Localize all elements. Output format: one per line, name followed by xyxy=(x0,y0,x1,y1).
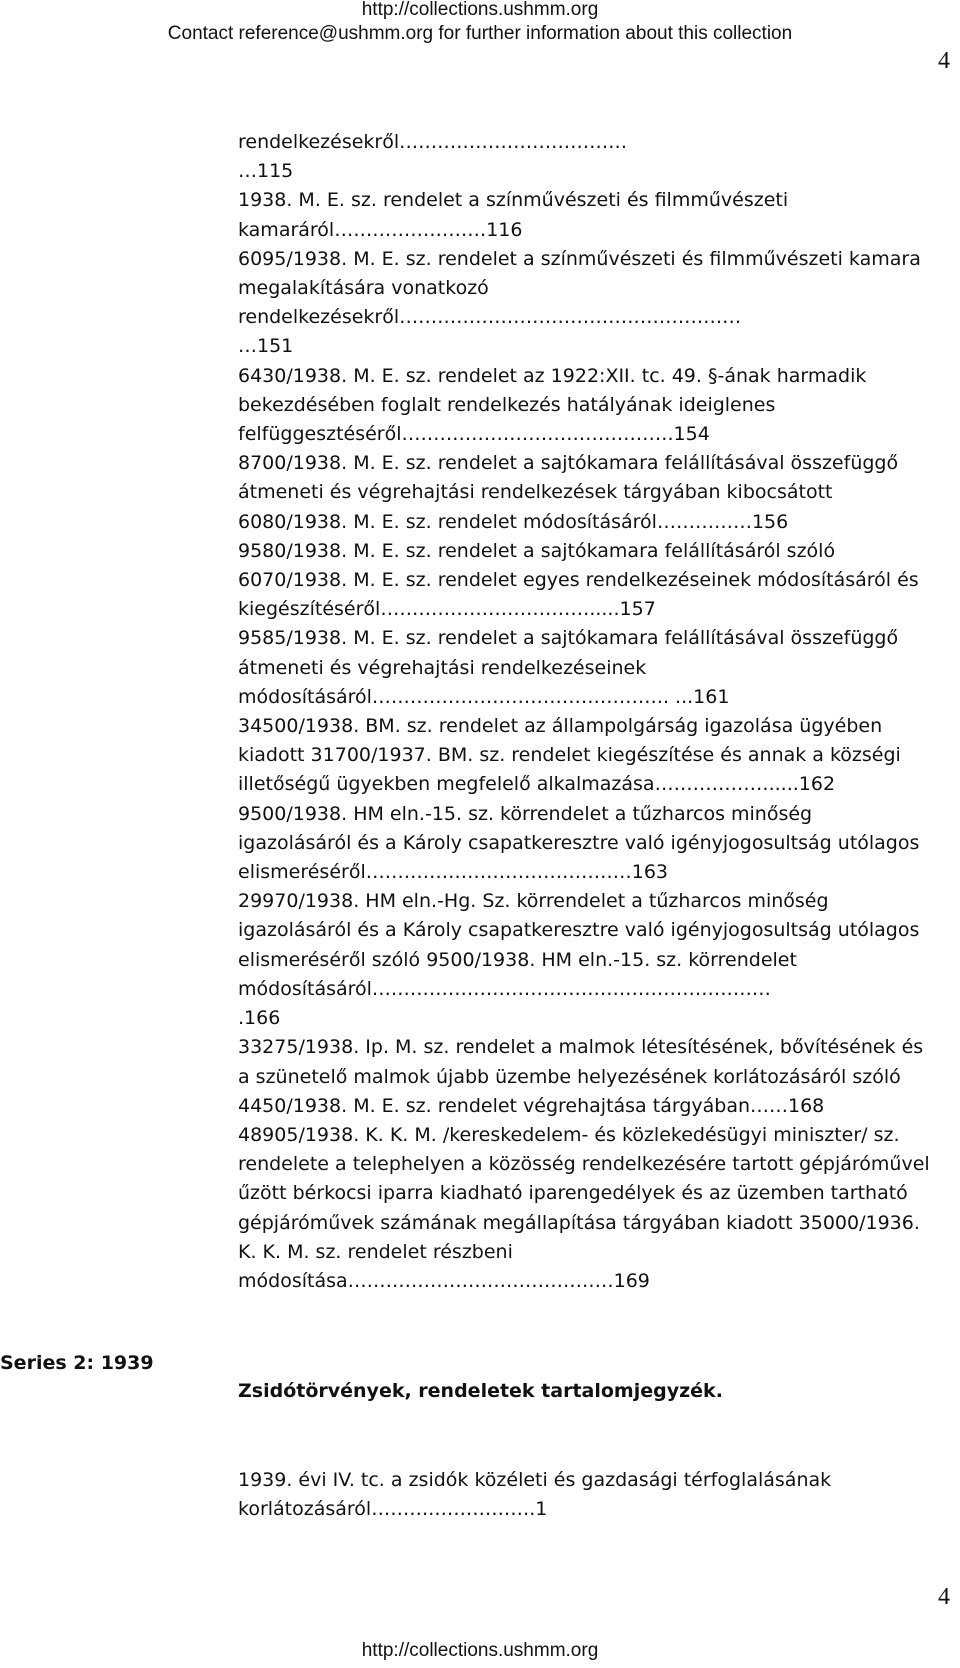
toc-line: igazolásáról és a Károly csapatkeresztre való igényjogosultság utólagos xyxy=(238,831,920,854)
toc-line: 1938. M. E. sz. rendelet a színművészeti és filmművészeti xyxy=(238,189,789,212)
toc-line: 6095/1938. M. E. sz. rendelet a színművészeti és filmművészeti kamara xyxy=(238,247,921,270)
toc-line: módosításáról……………………………………………………… xyxy=(238,977,771,1000)
toc-line: 9500/1938. HM eln.-15. sz. körrendelet a tűzharcos minőség xyxy=(238,802,813,825)
toc-line: illetőségű ügyekben megfelelő alkalmazása……………….....162 xyxy=(238,773,836,796)
section-toc xyxy=(238,1466,950,1524)
toc-line: 48905/1938. K. K. M. /kereskedelem- és közlekedésügyi miniszter/ sz. xyxy=(238,1123,900,1146)
series-label: Series 2: 1939 xyxy=(0,1352,154,1374)
toc-line: módosításáról……………………………………….. ...161 xyxy=(238,685,730,708)
toc-line: gépjáróművek számának megállapítása tárgyában kiadott 35000/1936. xyxy=(238,1211,920,1234)
toc-line: korlátozásáról……….…………….1 xyxy=(238,1498,548,1520)
toc-line: 9580/1938. M. E. sz. rendelet a sajtókamara felállításáról szóló xyxy=(238,539,836,562)
toc-line: rendelkezésekről……………………………………………… xyxy=(238,306,742,329)
toc-line: bekezdésében foglalt rendelkezés hatályának ideiglenes xyxy=(238,393,776,416)
toc-line: a szünetelő malmok újabb üzembe helyezésének korlátozásáról szóló xyxy=(238,1065,901,1088)
toc-line: rendelkezésekről……………………………… xyxy=(238,131,628,153)
page-number-bottom: 4 xyxy=(938,1584,950,1610)
toc-line: …151 xyxy=(238,335,294,358)
toc-line: 34500/1938. BM. sz. rendelet az állampolgárság igazolása ügyében xyxy=(238,715,883,738)
toc-line: kamaráról……………………116 xyxy=(238,218,523,241)
toc-line: K. K. M. sz. rendelet részbeni xyxy=(238,1240,513,1263)
toc-line: módosítása……………………………………169 xyxy=(238,1269,650,1292)
toc-line: megalakítására vonatkozó xyxy=(238,277,489,300)
toc-line: elismeréséről szóló 9500/1938. HM eln.-15. sz. körrendelet xyxy=(238,948,797,971)
toc-line: elismeréséről……………………………………163 xyxy=(238,861,668,884)
toc-line: …115 xyxy=(238,160,294,183)
toc-line: rendelete a telephelyen a közösség rendelkezésére tartott gépjáróművel xyxy=(238,1153,930,1176)
page-number-top: 4 xyxy=(938,48,950,74)
toc-line: átmeneti és végrehajtási rendelkezések tárgyában kibocsátott xyxy=(238,481,833,504)
toc-line: kiadott 31700/1937. BM. sz. rendelet kiegészítése és annak a községi xyxy=(238,744,901,767)
footer-url: http://collections.ushmm.org xyxy=(361,1640,599,1661)
toc-line: űzött bérkocsi iparra kiadható iparengedélyek és az üzemben tartható xyxy=(238,1182,908,1205)
toc-line: igazolásáról és a Károly csapatkeresztre való igényjogosultság utólagos xyxy=(238,919,920,942)
toc-body xyxy=(238,128,950,1296)
toc-line: 8700/1938. M. E. sz. rendelet a sajtókamara felállításával összefüggő xyxy=(238,452,899,475)
toc-line: kiegészítéséről…………………………….....157 xyxy=(238,598,656,621)
toc-line: átmeneti és végrehajtási rendelkezéseinek xyxy=(238,656,647,679)
toc-line: 6070/1938. M. E. sz. rendelet egyes rendelkezéseinek módosításáról és xyxy=(238,569,919,592)
toc-line: 1939. évi IV. tc. a zsidók közéleti és gazdasági térfoglalásának xyxy=(238,1469,832,1491)
toc-line: 33275/1938. Ip. M. sz. rendelet a malmok létesítésének, bővítésének és xyxy=(238,1036,924,1059)
toc-line: 29970/1938. HM eln.-Hg. Sz. körrendelet a tűzharcos minőség xyxy=(238,890,829,913)
toc-line: 4450/1938. M. E. sz. rendelet végrehajtása tárgyában……168 xyxy=(238,1094,825,1117)
header-contact: Contact reference@ushmm.org for further information about this collection xyxy=(167,23,793,44)
toc-line: 9585/1938. M. E. sz. rendelet a sajtókamara felállításával összefüggő xyxy=(238,627,899,650)
toc-line: .166 xyxy=(238,1007,281,1030)
header-url: http://collections.ushmm.org xyxy=(361,0,599,20)
section-title: Zsidótörvények, rendeletek tartalomjegyzék. xyxy=(238,1380,723,1402)
toc-line: 6430/1938. M. E. sz. rendelet az 1922:XII. tc. 49. §-ának harmadik xyxy=(238,364,867,387)
toc-line: felfüggesztéséről…………………………………….154 xyxy=(238,423,710,446)
toc-line: 6080/1938. M. E. sz. rendelet módosításáról……………156 xyxy=(238,510,789,533)
